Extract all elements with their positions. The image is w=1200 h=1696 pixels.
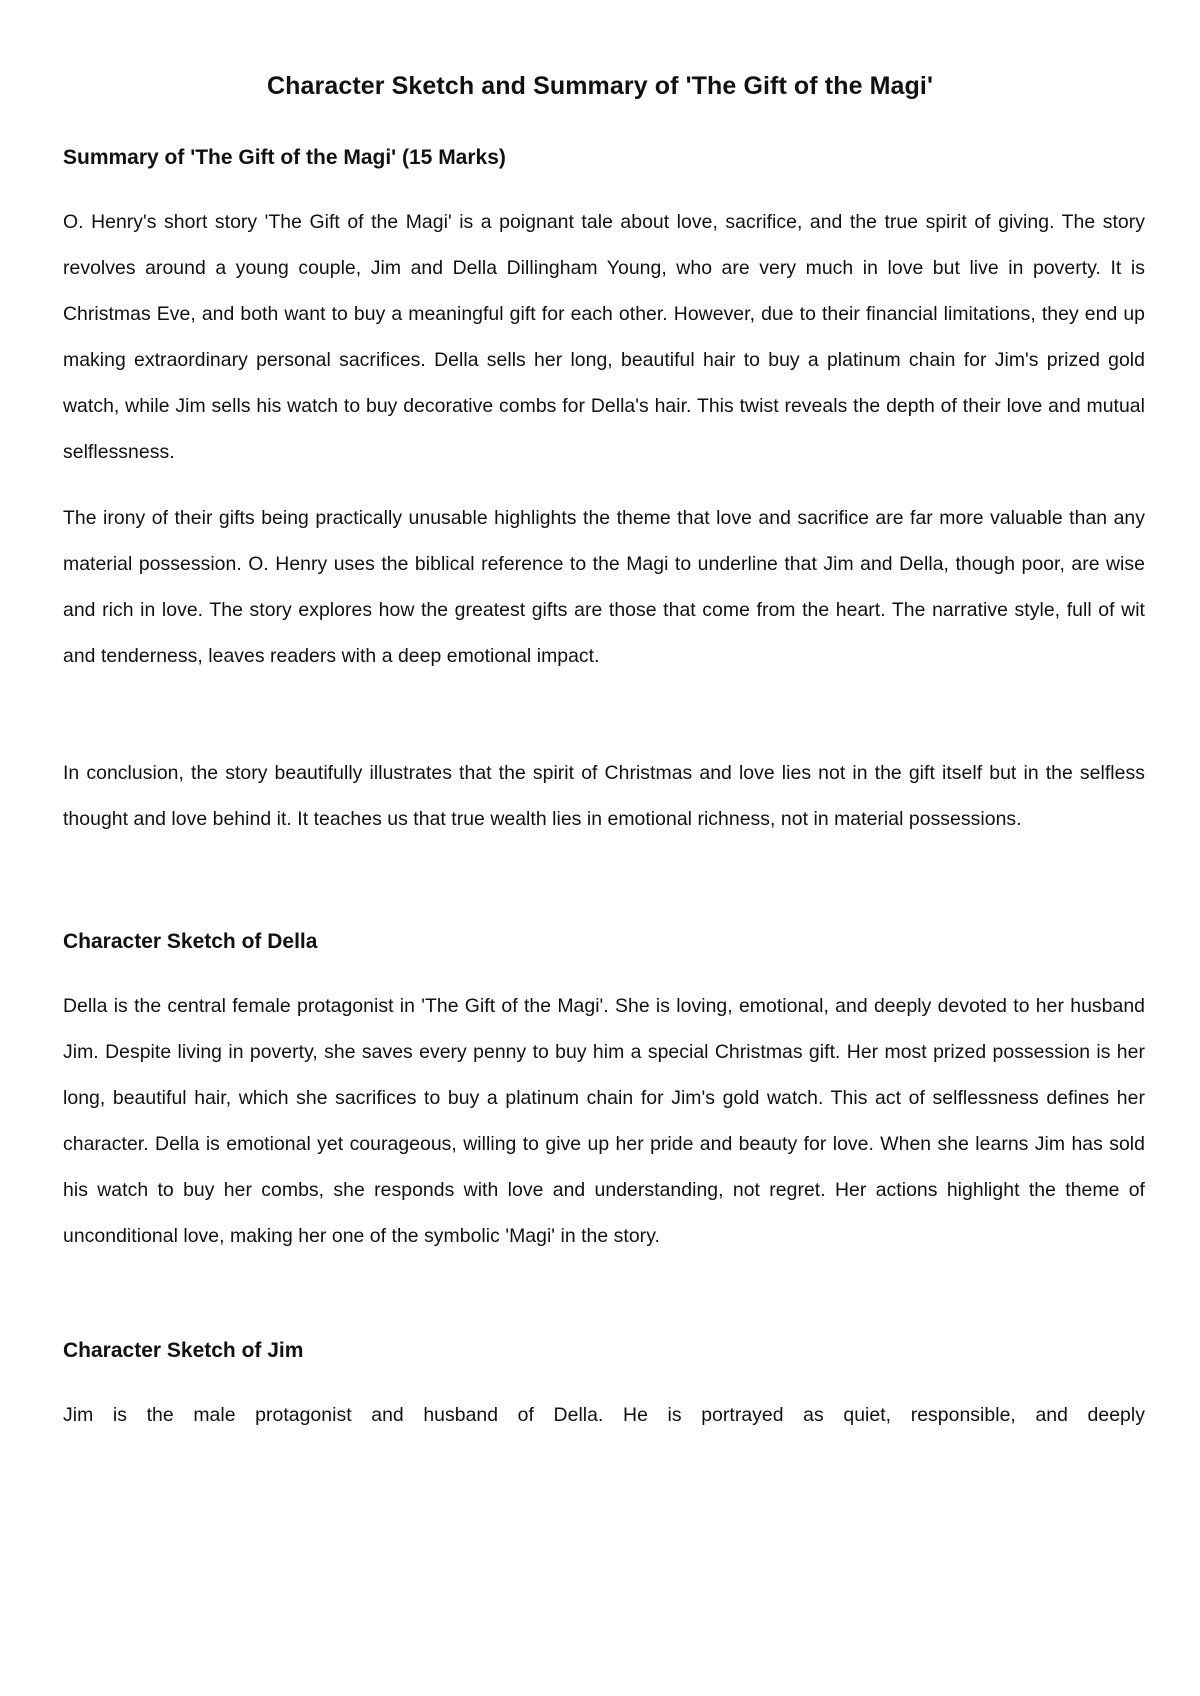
summary-paragraph-1: O. Henry's short story 'The Gift of the Magi' is a poignant tale about love, sacrifice, and the true spirit of giving. The story revolves around a young couple, Jim and Della Dillingham Young, who are very much in love but live in poverty. It is Christmas Eve, and both want to buy a meaningful gift for each other. However, due to their financial limitations, they end up making extraordinary personal sacrifices. Della sells her long, beautiful hair to buy a platinum chain for Jim's prized gold watch, while Jim sells his watch to buy decorative combs for Della's hair. This twist reveals the depth of their love and mutual selflessness. <box>63 211 1145 463</box>
document-title: Character Sketch and Summary of 'The Gift of the Magi' <box>266 72 934 100</box>
section-heading-summary: Summary of 'The Gift of the Magi' (15 Marks) <box>63 146 506 169</box>
summary-paragraph-2: The irony of their gifts being practically unusable highlights the theme that love and sacrifice are far more valuable than any material possession. O. Henry uses the biblical reference to the Magi to underline that Jim and Della, though poor, are wise and rich in love. The story explores how the greatest gifts are those that come from the heart. The narrative style, full of wit and tenderness, leaves readers with a deep emotional impact. <box>63 507 1145 667</box>
della-paragraph: Della is the central female protagonist in 'The Gift of the Magi'. She is loving, emotional, and deeply devoted to her husband Jim. Despite living in poverty, she saves every penny to buy him a special Christmas gift. Her most prized possession is her long, beautiful hair, which she sacrifices to buy a platinum chain for Jim's gold watch. This act of selflessness defines her character. Della is emotional yet courageous, willing to give up her pride and beauty for love. When she learns Jim has sold his watch to buy her combs, she responds with love and understanding, not regret. Her actions highlight the theme of unconditional love, making her one of the symbolic 'Magi' in the story. <box>63 995 1145 1247</box>
jim-paragraph: Jim is the male protagonist and husband of Della. He is portrayed as quiet, responsible, and deeply <box>63 1404 1145 1426</box>
section-heading-della: Character Sketch of Della <box>63 930 318 953</box>
summary-paragraph-3: In conclusion, the story beautifully illustrates that the spirit of Christmas and love lies not in the gift itself but in the selfless thought and love behind it. It teaches us that true wealth lies in emotional richness, not in material possessions. <box>63 762 1145 830</box>
section-heading-jim: Character Sketch of Jim <box>63 1339 304 1362</box>
